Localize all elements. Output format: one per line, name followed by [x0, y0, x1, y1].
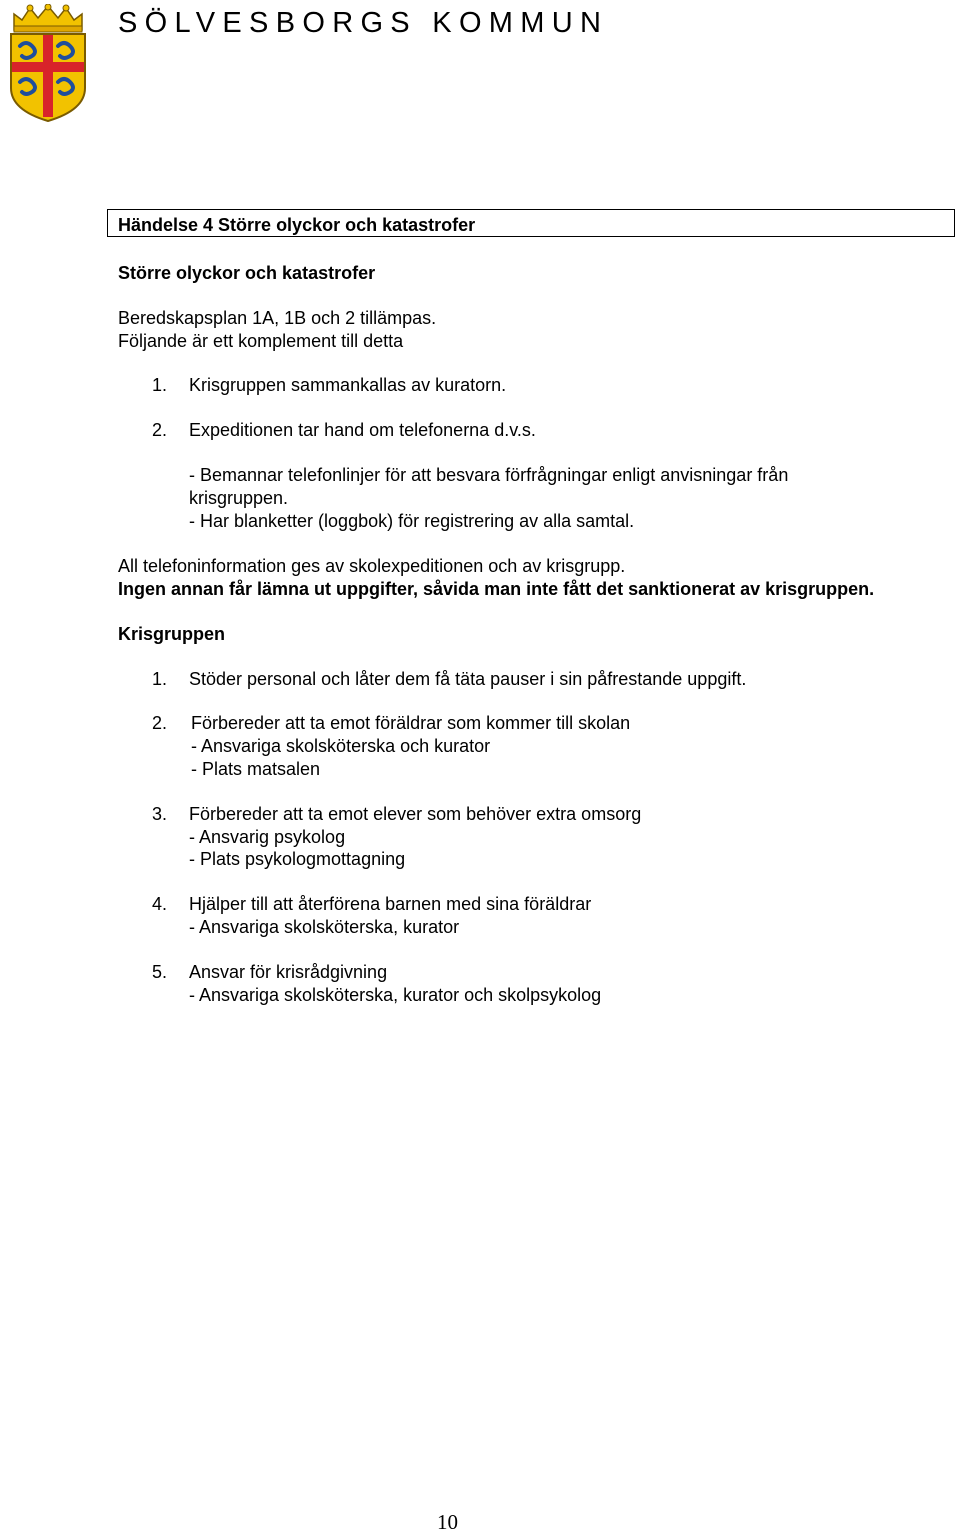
- krisgruppen-item-text: Ansvar för krisrådgivning: [189, 962, 388, 982]
- intro-line: Beredskapsplan 1A, 1B och 2 tillämpas.: [118, 308, 437, 328]
- krisgruppen-item-text: - Plats psykologmottagning: [189, 849, 406, 869]
- krisgruppen-heading: Krisgruppen: [118, 624, 226, 644]
- step-text: Expeditionen tar hand om telefonerna d.v.s.: [189, 420, 536, 440]
- intro-line: Följande är ett komplement till detta: [118, 331, 404, 351]
- info-line: All telefoninformation ges av skolexpeditionen och av krisgrupp.: [118, 556, 626, 576]
- organization-name: SÖLVESBORGS KOMMUN: [118, 7, 609, 39]
- page-number: 10: [437, 1510, 458, 1534]
- step-detail: - Har blanketter (loggbok) för registrering av alla samtal.: [189, 511, 635, 531]
- krisgruppen-item-text: - Ansvarig psykolog: [189, 827, 346, 847]
- krisgruppen-item-number: 2.: [152, 713, 168, 733]
- step-detail: krisgruppen.: [189, 488, 289, 508]
- krisgruppen-item-text: - Ansvariga skolsköterska, kurator och skolpsykolog: [189, 985, 602, 1005]
- krisgruppen-item-text: Stöder personal och låter dem få täta pauser i sin påfrestande uppgift.: [189, 669, 747, 689]
- municipal-coat-of-arms-icon: [8, 4, 88, 122]
- step-text: Krisgruppen sammankallas av kuratorn.: [189, 375, 507, 395]
- krisgruppen-item-text: - Plats matsalen: [191, 759, 321, 779]
- section-title: Händelse 4 Större olyckor och katastrofer: [118, 215, 476, 235]
- section-title-box: [107, 209, 955, 237]
- krisgruppen-item-text: Hjälper till att återförena barnen med sina föräldrar: [189, 894, 592, 914]
- warning-line: Ingen annan får lämna ut uppgifter, såvida man inte fått det sanktionerat av krisgruppen.: [118, 579, 875, 599]
- krisgruppen-item-text: - Ansvariga skolsköterska och kurator: [191, 736, 491, 756]
- krisgruppen-item-number: 5.: [152, 962, 168, 982]
- krisgruppen-item-text: Förbereder att ta emot föräldrar som kommer till skolan: [191, 713, 631, 733]
- step-number: 2.: [152, 420, 168, 440]
- krisgruppen-item-number: 1.: [152, 669, 168, 689]
- krisgruppen-item-number: 4.: [152, 894, 168, 914]
- krisgruppen-item-number: 3.: [152, 804, 168, 824]
- page-heading: Större olyckor och katastrofer: [118, 263, 376, 283]
- krisgruppen-item-text: - Ansvariga skolsköterska, kurator: [189, 917, 460, 937]
- step-number: 1.: [152, 375, 168, 395]
- step-detail: - Bemannar telefonlinjer för att besvara förfrågningar enligt anvisningar från: [189, 465, 789, 485]
- krisgruppen-item-text: Förbereder att ta emot elever som behöver extra omsorg: [189, 804, 642, 824]
